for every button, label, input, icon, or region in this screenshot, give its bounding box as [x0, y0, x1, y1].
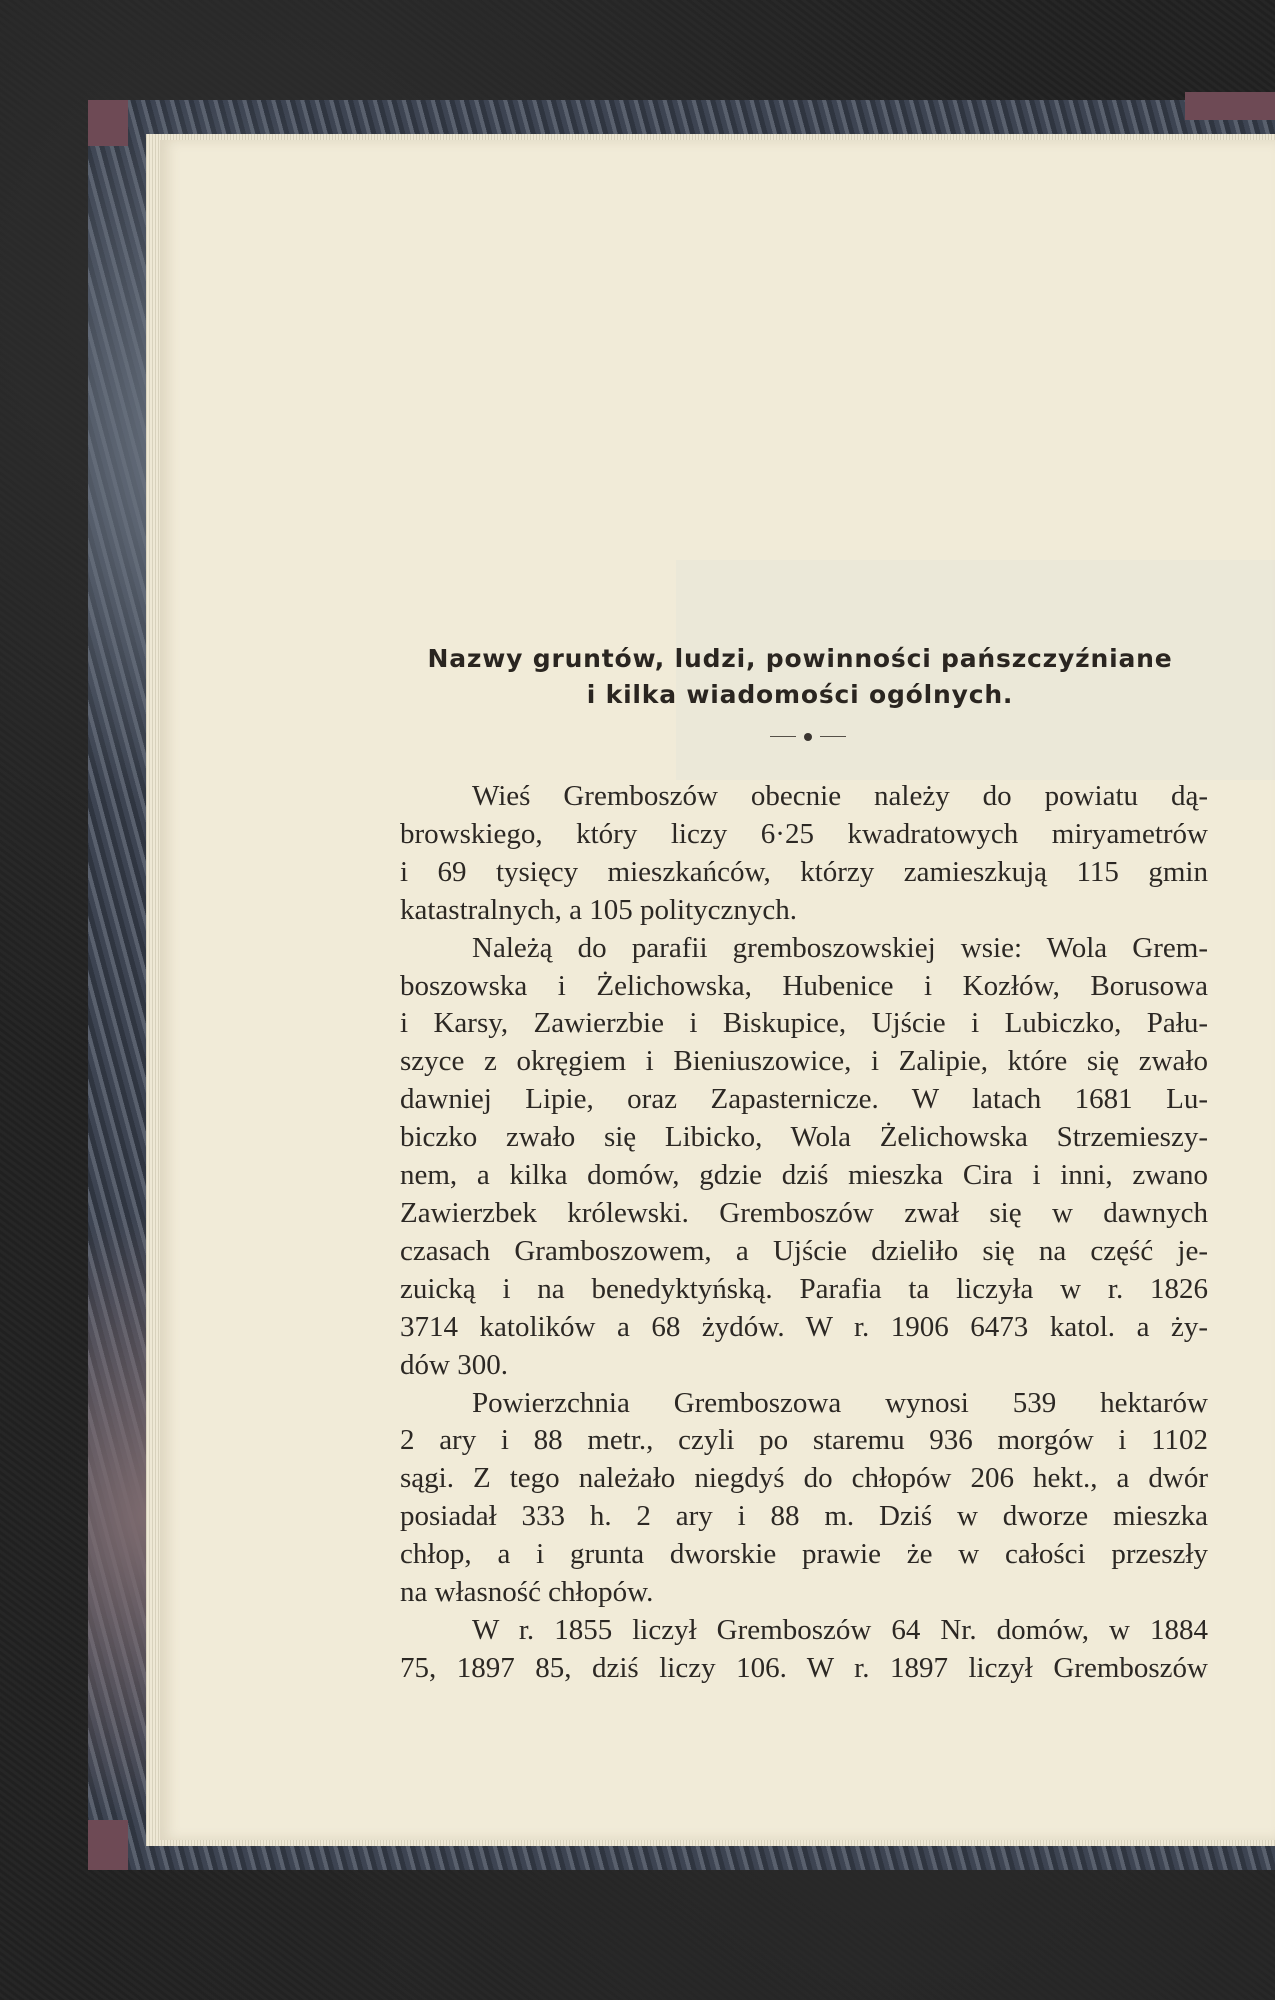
text-line: posiadał 333 h. 2 ary i 88 m. Dziś w dworze mieszka — [400, 1500, 1208, 1533]
cover-corner — [88, 100, 128, 146]
text-line: czasach Gramboszowem, a Ujście dzieliło się na część je- — [400, 1234, 1208, 1267]
text-line: zuicką i na benedyktyńską. Parafia ta liczyła w r. 1826 — [400, 1272, 1208, 1305]
text-line: 75, 1897 85, dziś liczy 106. W r. 1897 liczył Gremboszów — [400, 1651, 1208, 1684]
chapter-title: Nazwy gruntów, ludzi, powinności pańszczyźniane — [427, 644, 1173, 673]
text-line: dów 300. — [400, 1348, 508, 1381]
text-line: sągi. Z tego należało niegdyś do chłopów 206 hekt., a dwór — [400, 1462, 1208, 1495]
body-text — [400, 778, 1208, 1688]
ornament-line — [770, 736, 796, 737]
text-line: nem, a kilka domów, gdzie dziś mieszka Cira i inni, zwano — [400, 1159, 1208, 1192]
text-line: i Karsy, Zawierzbie i Biskupice, Ujście i Lubiczko, Pału- — [400, 1007, 1208, 1040]
text-line: katastralnych, a 105 politycznych. — [400, 893, 798, 926]
text-line: 3714 katolików a 68 żydów. W r. 1906 6473 katol. a ży- — [400, 1310, 1208, 1343]
text-line: Zawierzbek królewski. Gremboszów zwał się w dawnych — [400, 1196, 1208, 1229]
text-line: dawniej Lipie, oraz Zapasternicze. W latach 1681 Lu- — [400, 1083, 1208, 1116]
text-line: i 69 tysięcy mieszkańców, którzy zamieszkują 115 gmin — [400, 855, 1208, 888]
ornament-dot — [804, 733, 812, 741]
text-line: Należą do parafii gremboszowskiej wsie: Wola Grem- — [472, 931, 1208, 964]
cover-corner — [88, 1820, 128, 1870]
text-line: Wieś Gremboszów obecnie należy do powiatu dą- — [472, 780, 1208, 812]
text-line: W r. 1855 liczył Gremboszów 64 Nr. domów, w 1884 — [472, 1613, 1208, 1646]
ornament-line — [820, 736, 846, 737]
ornament-divider — [770, 730, 846, 744]
text-line: na własność chłopów. — [400, 1576, 654, 1609]
text-line: boszowska i Żelichowska, Hubenice i Kozłów, Borusowa — [400, 969, 1208, 1002]
text-line: biczko zwało się Libicko, Wola Żelichowska Strzemieszy- — [400, 1121, 1208, 1154]
cover-corner — [1185, 92, 1275, 120]
chapter-subtitle: i kilka wiadomości ogólnych. — [586, 680, 1014, 709]
text-line: 2 ary i 88 metr., czyli po staremu 936 morgów i 1102 — [400, 1424, 1208, 1457]
text-line: browskiego, który liczy 6·25 kwadratowych miryametrów — [400, 817, 1208, 850]
text-line: Powierzchnia Gremboszowa wynosi 539 hektarów — [472, 1386, 1208, 1419]
text-line: szyce z okręgiem i Bieniuszowice, i Zalipie, które się zwało — [400, 1045, 1208, 1078]
text-line: chłop, a i grunta dworskie prawie że w całości przeszły — [400, 1538, 1208, 1571]
